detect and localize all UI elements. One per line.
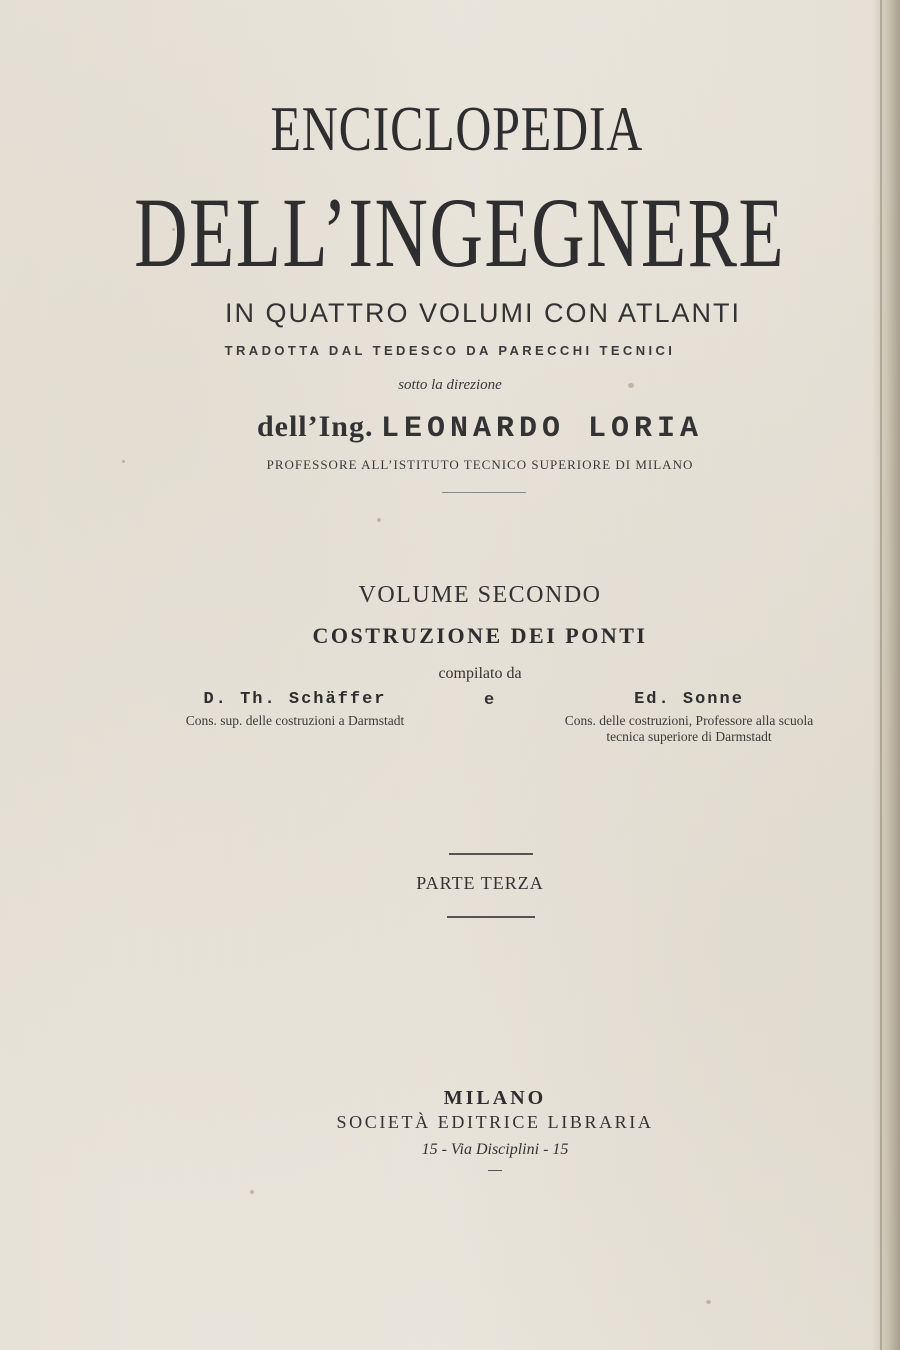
paper-speck xyxy=(250,1190,254,1194)
closing-rule xyxy=(488,1170,502,1171)
author-role: Cons. delle costruzioni, Professore alla scuola xyxy=(564,713,814,728)
volume-label: VOLUME SECONDO xyxy=(358,582,602,608)
author-left xyxy=(150,690,440,729)
compiled-by: compilato da xyxy=(438,665,522,682)
publisher-address: 15 - Via Disciplini - 15 xyxy=(421,1141,569,1158)
director-role: PROFESSORE ALL’ISTITUTO TECNICO SUPERIORE DI MILANO xyxy=(266,457,694,472)
author-role: Cons. sup. delle costruzioni a Darmstadt xyxy=(185,713,405,728)
paper-speck xyxy=(172,228,175,231)
direction-note: sotto la direzione xyxy=(398,377,502,393)
author-name: D. Th. Schäffer xyxy=(203,690,387,709)
publisher-name: SOCIETÀ EDITRICE LIBRARIA xyxy=(336,1112,654,1132)
director-name: LEONARDO LORIA xyxy=(380,412,704,446)
subtitle: IN QUATTRO VOLUMI CON ATLANTI xyxy=(224,298,742,328)
author-role-line-2: tecnica superiore di Darmstadt xyxy=(606,729,772,744)
volume-subject: COSTRUZIONE DEI PONTI xyxy=(312,623,648,648)
author-conjunction: e xyxy=(484,691,495,710)
title-line-2: DELL’INGEGNERE xyxy=(134,177,786,288)
translation-note: TRADOTTA DAL TEDESCO DA PARECCHI TECNICI xyxy=(224,343,676,358)
part-rule-top xyxy=(449,853,533,855)
author-right xyxy=(530,690,848,745)
paper-speck xyxy=(706,1300,711,1304)
paper-speck xyxy=(122,460,125,463)
title-line-1: ENCICLOPEDIA xyxy=(270,93,644,164)
part-label: PARTE TERZA xyxy=(416,873,544,893)
publisher-city: MILANO xyxy=(443,1087,547,1109)
director-line xyxy=(30,410,900,446)
ornament-rule xyxy=(442,492,526,493)
part-rule-bottom xyxy=(447,916,535,918)
author-name: Ed. Sonne xyxy=(634,690,744,709)
director-prefix: dell’Ing. xyxy=(256,410,374,443)
paper-speck xyxy=(377,518,381,522)
paper-speck xyxy=(628,383,634,388)
